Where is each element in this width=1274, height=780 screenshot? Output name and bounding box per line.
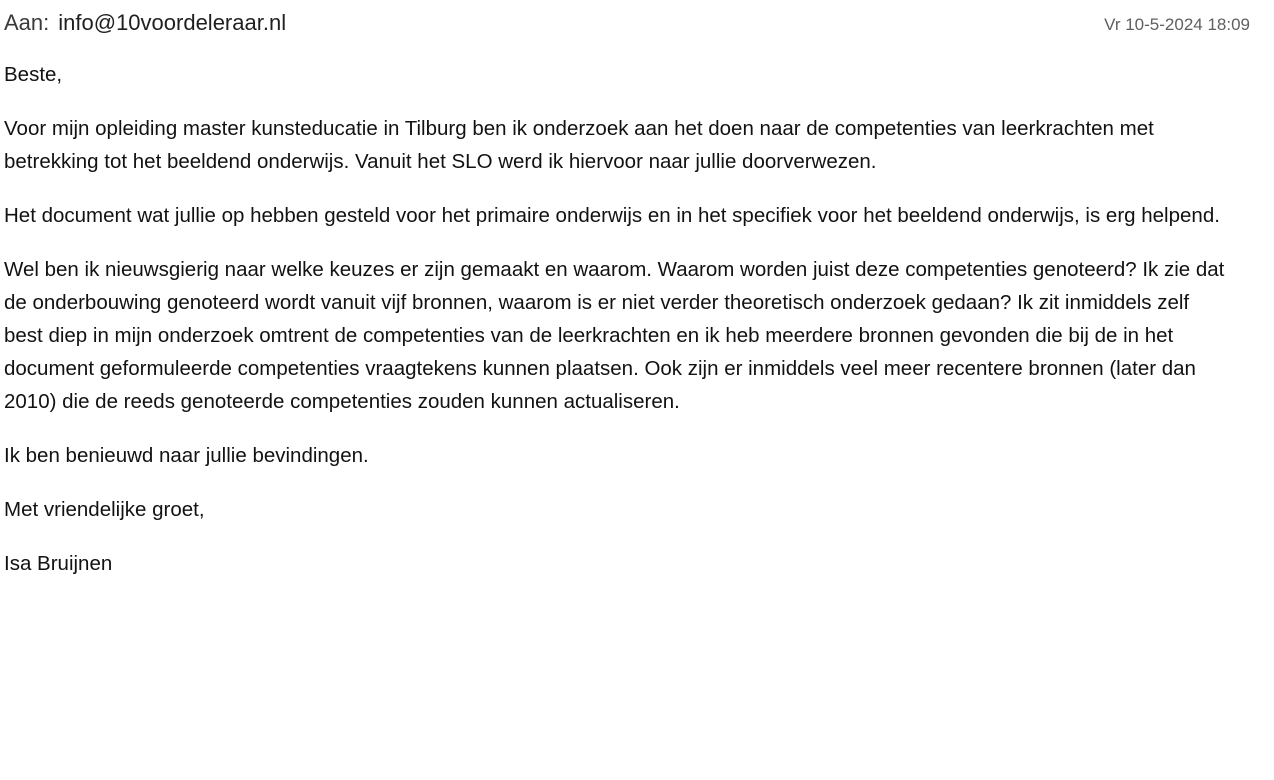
body-paragraph-2: Het document wat jullie op hebben gesteld voor het primaire onderwijs en in het specifiek voor het beeldend onderwijs, is erg helpend.: [4, 204, 1220, 227]
message-timestamp: Vr 10-5-2024 18:09: [1104, 15, 1250, 34]
body-paragraph-3: Wel ben ik nieuwsgierig naar welke keuzes er zijn gemaakt en waarom. Waarom worden juist deze competenties genoteerd? Ik zie dat de onderbouwing genoteerd wordt vanuit vijf bronnen, waarom is er niet verder theoretisch onderzoek gedaan? Ik zit inmiddels zelf best diep in mijn onderzoek omtrent de competenties van de leerkrachten en ik heb meerdere bronnen gevonden die bij de in het document geformuleerde competenties vraagtekens kunnen plaatsen. Ook zijn er inmiddels veel meer recentere bronnen (later dan 2010) die de reeds genoteerde competenties zouden kunnen actualiseren.: [4, 258, 1225, 413]
body-greeting: Beste,: [4, 63, 63, 86]
body-paragraph-4: Ik ben benieuwd naar jullie bevindingen.: [4, 444, 369, 467]
recipient-line: [4, 10, 286, 36]
body-closing: Met vriendelijke groet,: [4, 498, 205, 521]
recipient-label: Aan:: [4, 10, 50, 35]
body-paragraph-1: Voor mijn opleiding master kunsteducatie in Tilburg ben ik onderzoek aan het doen naar de competenties van leerkrachten met betrekking tot het beeldend onderwijs. Vanuit het SLO werd ik hiervoor naar jullie doorverwezen.: [4, 117, 1154, 173]
email-header: [4, 10, 1252, 36]
recipient-address[interactable]: info@10voordeleraar.nl: [58, 10, 287, 35]
email-body: [4, 58, 1232, 580]
body-sender-name: Isa Bruijnen: [4, 552, 113, 575]
